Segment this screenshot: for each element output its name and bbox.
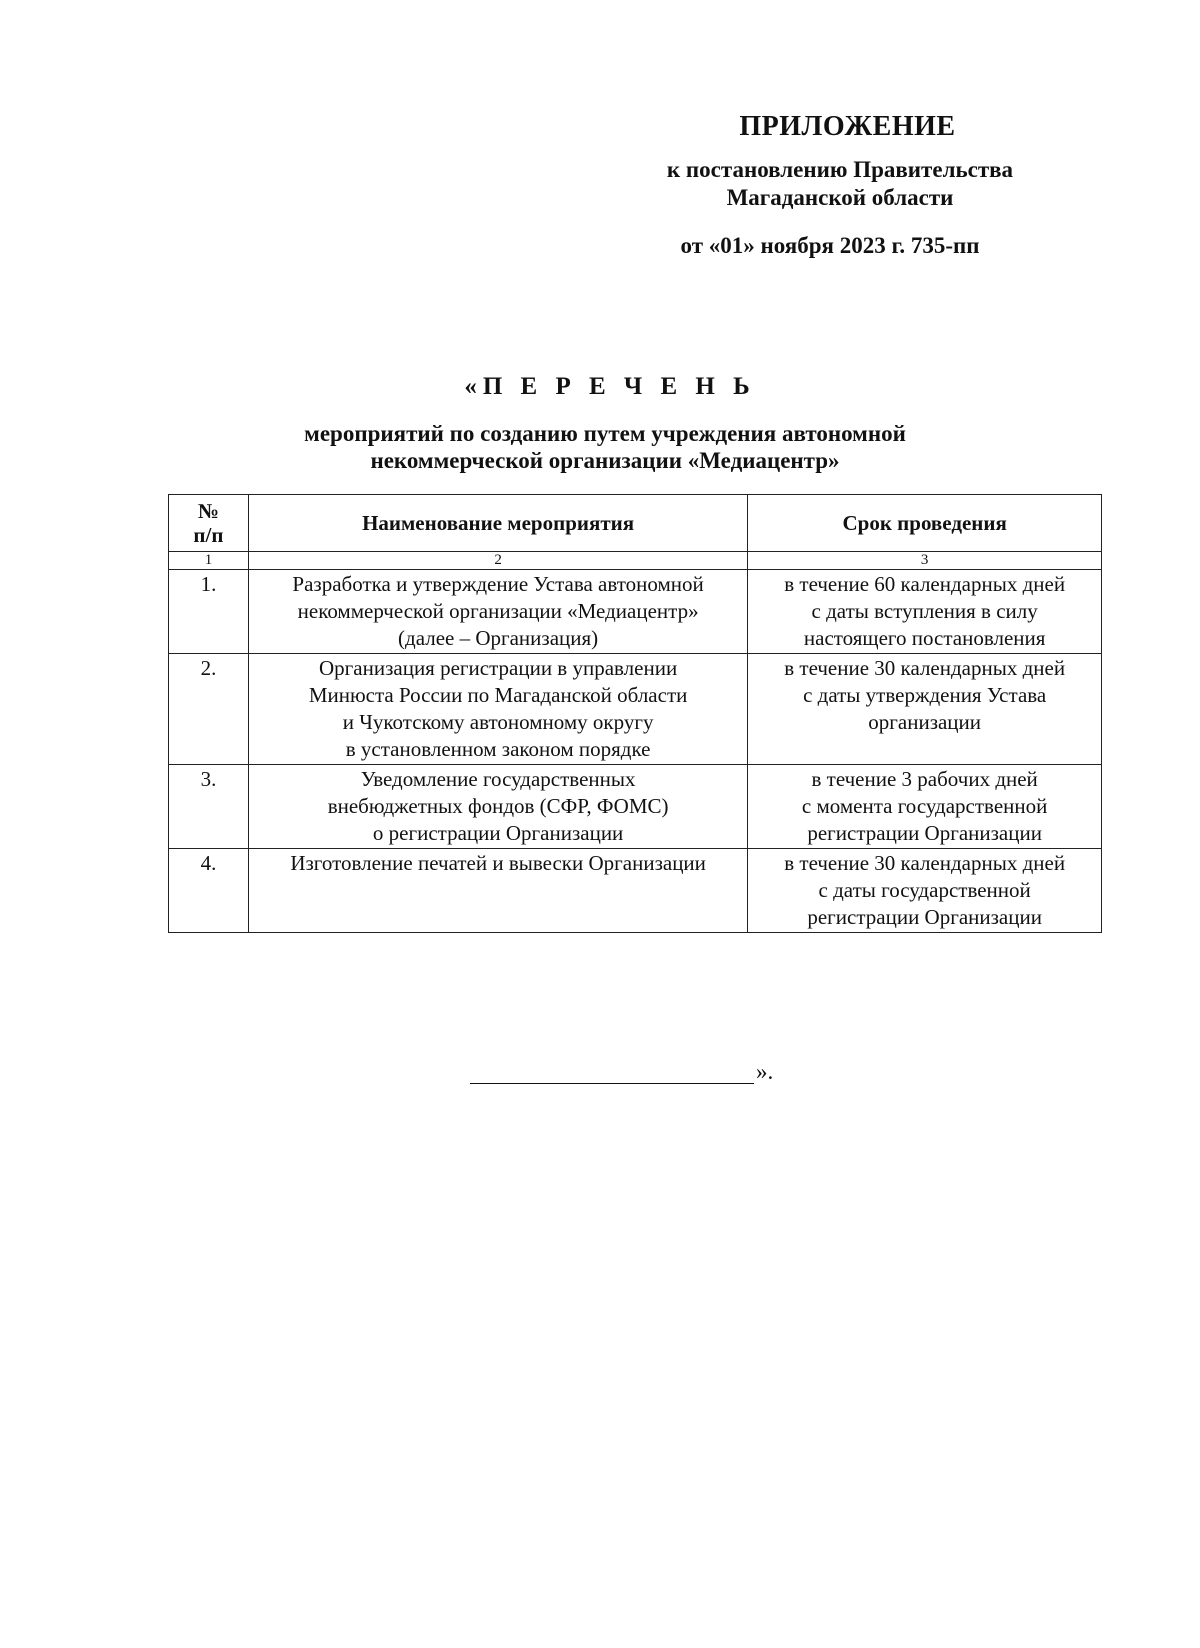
event-term-line: в течение 60 календарных дней bbox=[784, 572, 1066, 596]
table-row bbox=[169, 570, 1102, 654]
event-name-line: и Чукотскому автономному округу bbox=[342, 710, 654, 734]
row-number: 3. bbox=[169, 765, 249, 849]
column-index-row bbox=[169, 552, 1102, 570]
event-name-line: Разработка и утверждение Устава автономной bbox=[292, 572, 704, 596]
row-number: 2. bbox=[169, 654, 249, 765]
event-name-line: о регистрации Организации bbox=[372, 821, 624, 845]
closing-quote: ». bbox=[756, 1059, 774, 1084]
table-header-row bbox=[169, 495, 1102, 552]
event-term-line: в течение 3 рабочих дней bbox=[811, 767, 1038, 791]
event-name-line: некоммерческой организации «Медиацентр» bbox=[297, 599, 699, 623]
event-name-line: внебюджетных фондов (СФР, ФОМС) bbox=[327, 794, 669, 818]
heading-line-2: некоммерческой организации «Медиацентр» bbox=[370, 448, 840, 473]
appendix-date: от «01» ноября 2023 г. 735-пп bbox=[680, 233, 980, 258]
event-term-line: организации bbox=[868, 710, 982, 734]
closing-rule bbox=[470, 1063, 754, 1084]
closing-mark bbox=[470, 1060, 773, 1084]
event-term-line: с момента государственной bbox=[801, 794, 1048, 818]
event-term-line: регистрации Организации bbox=[807, 905, 1042, 929]
table-row bbox=[169, 765, 1102, 849]
events-table bbox=[168, 494, 1102, 933]
appendix-title: ПРИЛОЖЕНИЕ bbox=[739, 111, 956, 142]
header-number-symbol: № bbox=[197, 499, 219, 523]
event-name-line: (далее – Организация) bbox=[398, 626, 599, 650]
appendix-block bbox=[580, 110, 1100, 260]
event-term bbox=[748, 849, 1102, 933]
row-number: 1. bbox=[169, 570, 249, 654]
header-number bbox=[169, 495, 249, 552]
column-index: 2 bbox=[248, 552, 747, 570]
table-row bbox=[169, 654, 1102, 765]
event-term bbox=[748, 765, 1102, 849]
header-number-abbr: п/п bbox=[193, 523, 224, 547]
event-term-line: настоящего постановления bbox=[803, 626, 1046, 650]
event-name bbox=[248, 849, 747, 933]
column-index: 1 bbox=[169, 552, 249, 570]
event-term-line: с даты вступления в силу bbox=[811, 599, 1038, 623]
event-name bbox=[248, 570, 747, 654]
header-name: Наименование мероприятия bbox=[248, 495, 747, 552]
event-name-line: Уведомление государственных bbox=[360, 767, 636, 791]
appendix-line-2: Магаданской области bbox=[726, 185, 954, 210]
event-term-line: в течение 30 календарных дней bbox=[784, 656, 1066, 680]
row-number: 4. bbox=[169, 849, 249, 933]
event-term-line: регистрации Организации bbox=[807, 821, 1042, 845]
event-name-line: Изготовление печатей и вывески Организации bbox=[290, 851, 706, 875]
heading-line-1: мероприятий по созданию путем учреждения автономной bbox=[304, 421, 906, 446]
event-name bbox=[248, 654, 747, 765]
document-heading bbox=[160, 372, 1050, 474]
event-name-line: Организация регистрации в управлении bbox=[319, 656, 678, 680]
event-term-line: с даты государственной bbox=[818, 878, 1031, 902]
event-term bbox=[748, 654, 1102, 765]
event-name-line: Минюста России по Магаданской области bbox=[308, 683, 688, 707]
column-index: 3 bbox=[748, 552, 1102, 570]
heading-title: «П Е Р Е Ч Е Н Ь bbox=[464, 373, 756, 400]
table-row bbox=[169, 849, 1102, 933]
event-term bbox=[748, 570, 1102, 654]
event-name-line: в установленном законом порядке bbox=[345, 737, 651, 761]
appendix-line-1: к постановлению Правительства bbox=[666, 157, 1014, 182]
header-term: Срок проведения bbox=[748, 495, 1102, 552]
event-term-line: в течение 30 календарных дней bbox=[784, 851, 1066, 875]
event-name bbox=[248, 765, 747, 849]
event-term-line: с даты утверждения Устава bbox=[803, 683, 1047, 707]
